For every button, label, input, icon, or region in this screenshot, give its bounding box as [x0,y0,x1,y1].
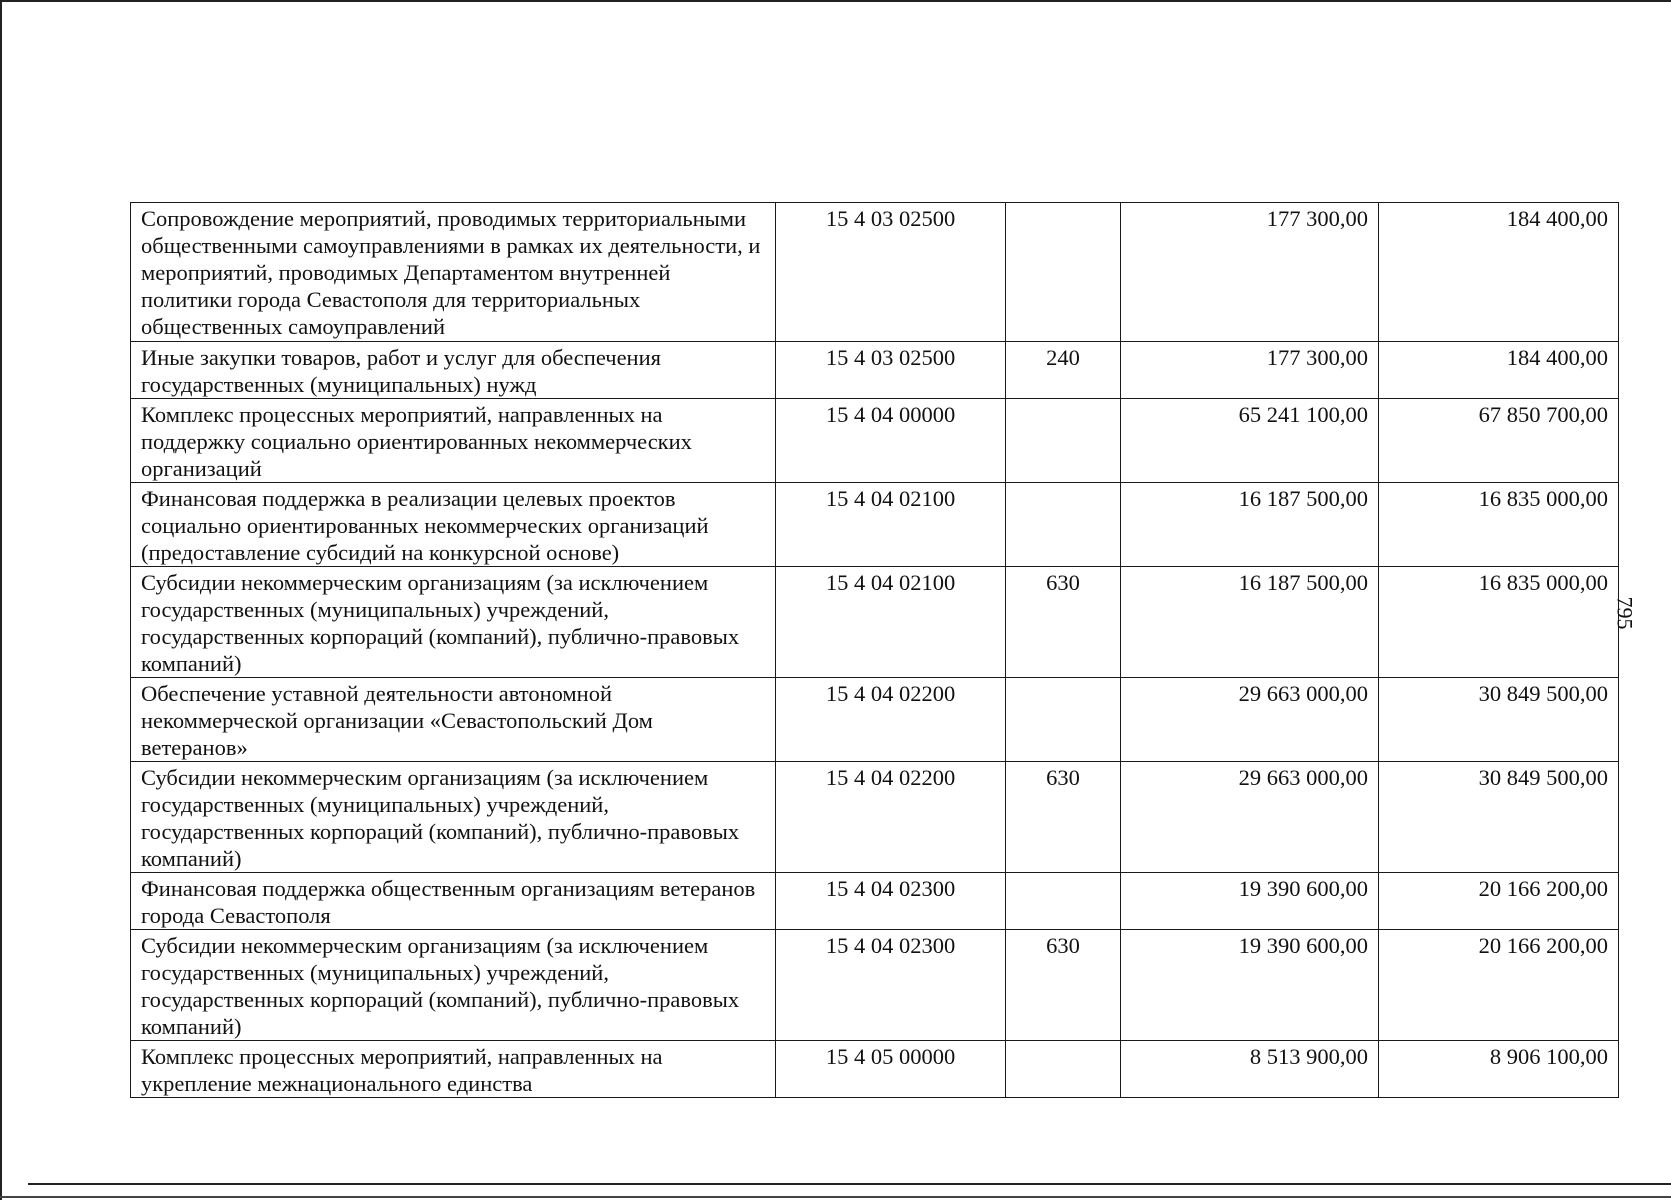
row-sum-year1: 8 513 900,00 [1121,1041,1379,1098]
row-expense-type: 630 [1006,567,1121,678]
row-code: 15 4 03 02500 [776,203,1006,342]
row-expense-type: 630 [1006,930,1121,1041]
row-code: 15 4 04 02300 [776,930,1006,1041]
row-code: 15 4 04 02200 [776,678,1006,762]
table-row [131,873,1619,930]
scan-border-bottom [28,1183,1671,1185]
row-sum-year2: 8 906 100,00 [1379,1041,1619,1098]
table-row [131,567,1619,678]
row-code: 15 4 03 02500 [776,342,1006,399]
row-code: 15 4 04 02100 [776,483,1006,567]
row-sum-year1: 16 187 500,00 [1121,483,1379,567]
table-row [131,399,1619,483]
row-name: Комплекс процессных мероприятий, направленных на укрепление межнационального единства [131,1041,776,1098]
row-name: Субсидии некоммерческим организациям (за исключением государственных (муниципальных) учреждений, государственных корпораций (компаний), публично-правовых компаний) [131,762,776,873]
row-sum-year1: 19 390 600,00 [1121,930,1379,1041]
row-code: 15 4 05 00000 [776,1041,1006,1098]
row-name: Обеспечение уставной деятельности автономной некоммерческой организации «Севастопольский Дом ветеранов» [131,678,776,762]
row-expense-type [1006,203,1121,342]
row-expense-type: 630 [1006,762,1121,873]
row-sum-year1: 65 241 100,00 [1121,399,1379,483]
row-sum-year2: 30 849 500,00 [1379,762,1619,873]
row-name: Субсидии некоммерческим организациям (за исключением государственных (муниципальных) учреждений, государственных корпораций (компаний), публично-правовых компаний) [131,930,776,1041]
row-sum-year2: 20 166 200,00 [1379,930,1619,1041]
page-number: 795 [1612,596,1638,630]
budget-table [130,202,1619,1098]
row-name: Комплекс процессных мероприятий, направленных на поддержку социально ориентированных некоммерческих организаций [131,399,776,483]
row-sum-year2: 30 849 500,00 [1379,678,1619,762]
row-sum-year1: 29 663 000,00 [1121,762,1379,873]
table-row [131,930,1619,1041]
scan-border-top [0,0,1671,2]
row-code: 15 4 04 02100 [776,567,1006,678]
row-expense-type [1006,1041,1121,1098]
row-sum-year2: 184 400,00 [1379,342,1619,399]
row-sum-year1: 19 390 600,00 [1121,873,1379,930]
row-expense-type [1006,399,1121,483]
row-name: Субсидии некоммерческим организациям (за исключением государственных (муниципальных) учреждений, государственных корпораций (компаний), публично-правовых компаний) [131,567,776,678]
row-sum-year2: 16 835 000,00 [1379,567,1619,678]
row-sum-year2: 20 166 200,00 [1379,873,1619,930]
row-code: 15 4 04 02200 [776,762,1006,873]
row-code: 15 4 04 00000 [776,399,1006,483]
row-sum-year2: 67 850 700,00 [1379,399,1619,483]
row-expense-type [1006,678,1121,762]
row-sum-year1: 177 300,00 [1121,203,1379,342]
row-name: Иные закупки товаров, работ и услуг для обеспечения государственных (муниципальных) нужд [131,342,776,399]
row-sum-year1: 16 187 500,00 [1121,567,1379,678]
row-name: Сопровождение мероприятий, проводимых территориальными общественными самоуправлениями в рамках их деятельности, и мероприятий, проводимых Департаментом внутренней политики города Севастополя для территориальных общественных самоуправлений [131,203,776,342]
row-sum-year1: 29 663 000,00 [1121,678,1379,762]
scan-border-bottom-edge [0,1196,1671,1198]
row-code: 15 4 04 02300 [776,873,1006,930]
row-expense-type: 240 [1006,342,1121,399]
row-sum-year1: 177 300,00 [1121,342,1379,399]
table-row [131,342,1619,399]
row-sum-year2: 16 835 000,00 [1379,483,1619,567]
table-row [131,203,1619,342]
table-row [131,483,1619,567]
row-sum-year2: 184 400,00 [1379,203,1619,342]
table-row [131,762,1619,873]
row-expense-type [1006,873,1121,930]
row-expense-type [1006,483,1121,567]
table-row [131,1041,1619,1098]
scan-border-left [0,0,2,1200]
row-name: Финансовая поддержка общественным организациям ветеранов города Севастополя [131,873,776,930]
table-row [131,678,1619,762]
row-name: Финансовая поддержка в реализации целевых проектов социально ориентированных некоммерческих организаций (предоставление субсидий на конкурсной основе) [131,483,776,567]
